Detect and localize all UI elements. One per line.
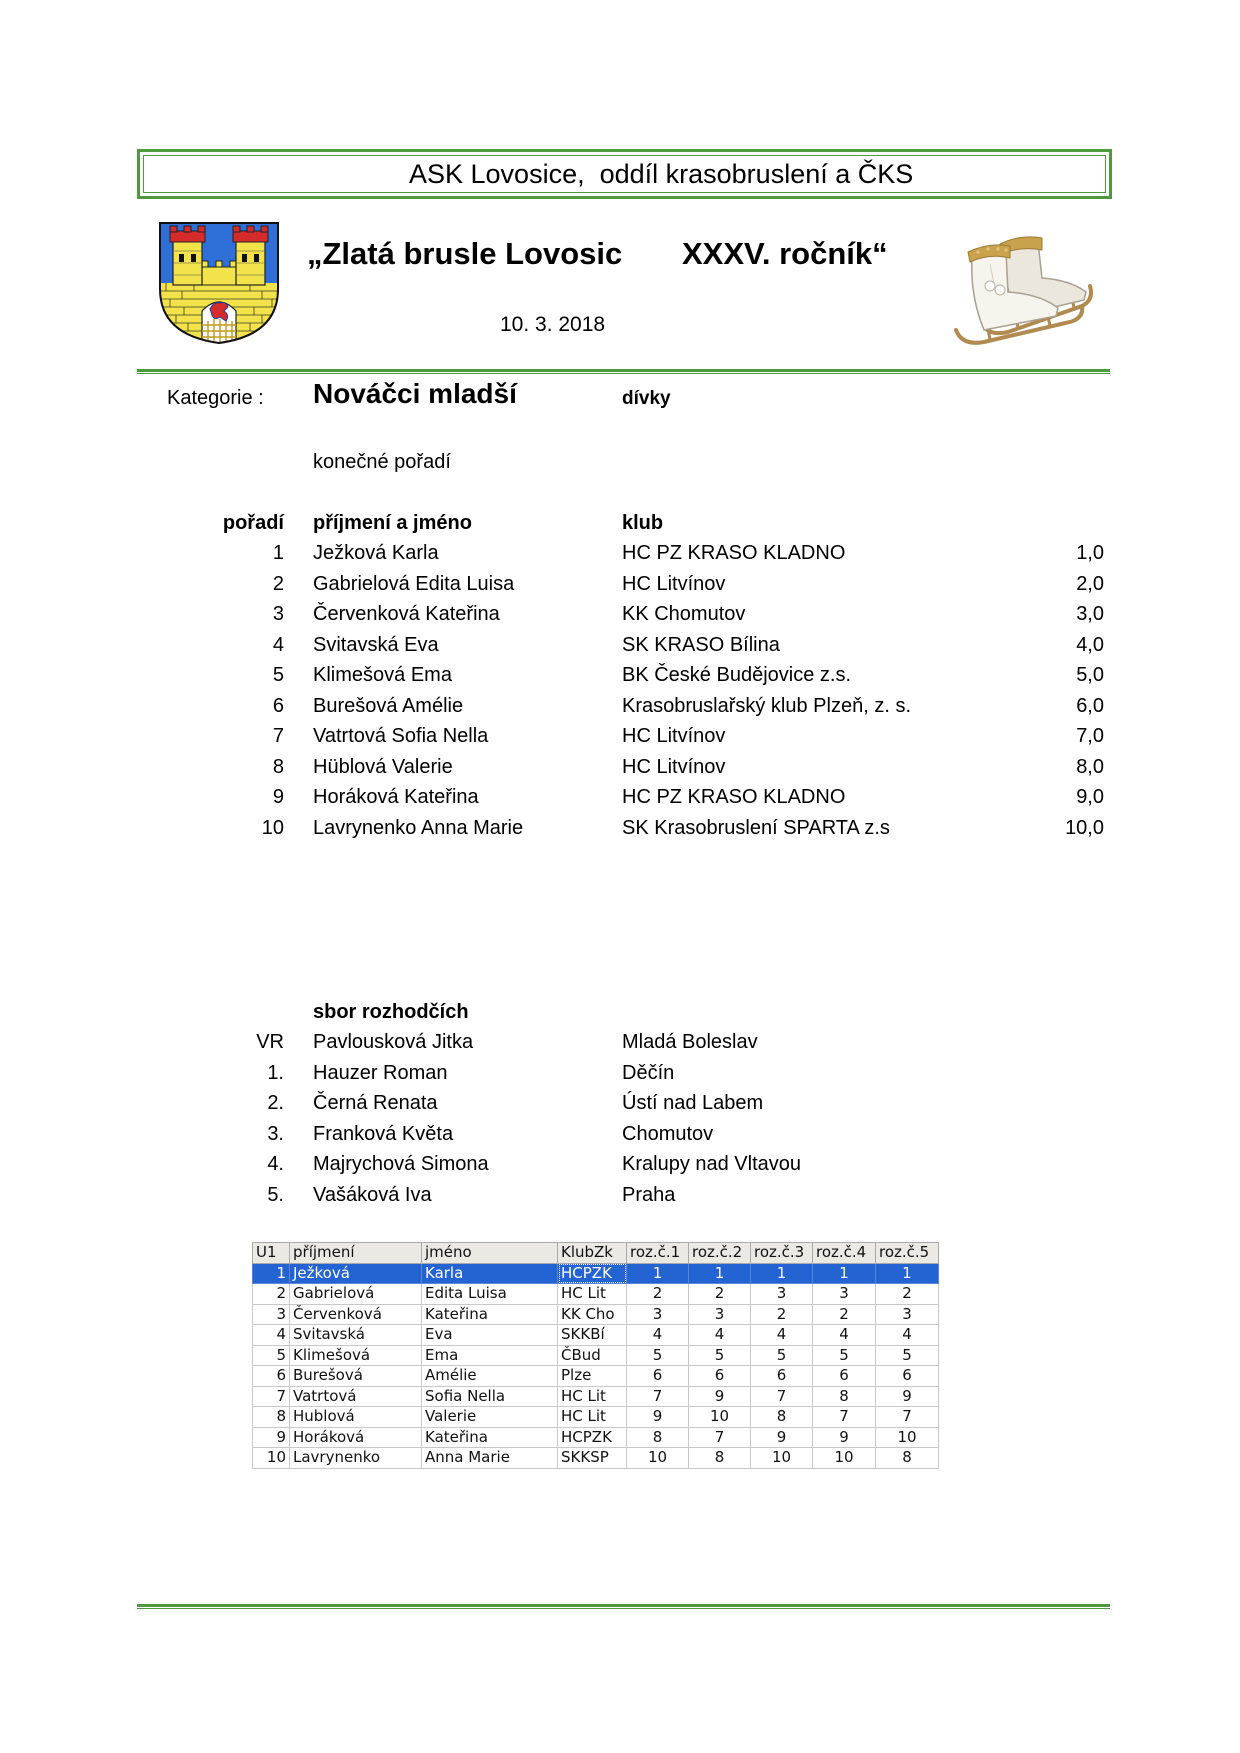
- category-label: Kategorie :: [167, 387, 264, 409]
- judge-role: 5.: [267, 1183, 284, 1206]
- column-header: U1: [253, 1243, 290, 1264]
- table-cell: Sofia Nella: [422, 1386, 558, 1407]
- table-cell: 1: [627, 1263, 689, 1284]
- judge-name: Černá Renata: [313, 1092, 438, 1114]
- column-header: jméno: [422, 1243, 558, 1264]
- result-club: HC Litvínov: [622, 572, 726, 595]
- table-cell: 2: [689, 1284, 751, 1305]
- table-cell: 1: [813, 1263, 876, 1284]
- result-club: HC Litvínov: [622, 755, 726, 778]
- table-row: [253, 1284, 939, 1305]
- result-club: KK Chomutov: [622, 603, 746, 625]
- result-name: Lavrynenko Anna Marie: [313, 816, 524, 839]
- judge-row: [0, 1180, 1240, 1211]
- result-row: [0, 660, 1240, 691]
- result-club: HC PZ KRASO KLADNO: [622, 786, 846, 808]
- separator-line-bottom: [137, 1604, 1110, 1609]
- table-row: [253, 1386, 939, 1407]
- category-name: Nováčci mladší: [313, 378, 517, 409]
- result-score: 5,0: [1076, 664, 1104, 686]
- table-cell: 9: [813, 1427, 876, 1448]
- column-header: roz.č.4: [813, 1243, 876, 1264]
- judge-name: Majrychová Simona: [313, 1153, 489, 1175]
- result-rank: 8: [272, 755, 284, 778]
- result-name: Červenková Kateřina: [313, 603, 500, 625]
- result-rank: 7: [272, 725, 284, 747]
- result-club: SK Krasobruslení SPARTA z.s: [622, 816, 890, 839]
- table-cell: Plze: [558, 1366, 627, 1387]
- judge-row: [0, 1119, 1240, 1150]
- table-cell: 1: [751, 1263, 813, 1284]
- result-rank: 9: [272, 786, 284, 808]
- table-cell: 10: [689, 1407, 751, 1428]
- table-cell: HC Lit: [558, 1386, 627, 1407]
- judge-city: Kralupy nad Vltavou: [622, 1153, 802, 1175]
- result-name: Horáková Kateřina: [313, 786, 479, 808]
- table-cell: HCPZK: [558, 1427, 627, 1448]
- table-cell: 3: [253, 1304, 290, 1325]
- table-cell: 4: [627, 1325, 689, 1346]
- result-row: [0, 691, 1240, 722]
- table-cell: Vatrtová: [290, 1386, 422, 1407]
- header-rank: pořadí: [222, 512, 284, 534]
- ice-skates-icon: [944, 222, 1094, 352]
- table-cell: 2: [876, 1284, 939, 1305]
- result-score: 9,0: [1076, 786, 1104, 808]
- table-cell: 4: [253, 1325, 290, 1346]
- judge-role: 3.: [267, 1122, 284, 1145]
- result-rank: 10: [261, 816, 284, 839]
- header-name: příjmení a jméno: [313, 512, 472, 534]
- judge-role: VR: [256, 1031, 284, 1053]
- judge-role: 2.: [267, 1092, 284, 1114]
- judge-name: Vašáková Iva: [313, 1183, 432, 1206]
- table-cell: 9: [689, 1386, 751, 1407]
- table-cell: 9: [253, 1427, 290, 1448]
- result-club: HC Litvínov: [622, 725, 726, 747]
- table-cell: 1: [689, 1263, 751, 1284]
- table-cell: 8: [689, 1448, 751, 1469]
- table-cell: Gabrielová: [290, 1284, 422, 1305]
- results-list: [0, 538, 1240, 844]
- table-cell: 4: [813, 1325, 876, 1346]
- column-header: roz.č.1: [627, 1243, 689, 1264]
- table-cell: 3: [689, 1304, 751, 1325]
- org-title-frame: [137, 149, 1112, 199]
- result-score: 4,0: [1076, 633, 1104, 656]
- table-row: [253, 1304, 939, 1325]
- table-cell: 3: [751, 1284, 813, 1305]
- result-club: Krasobruslařský klub Plzeň, z. s.: [622, 694, 911, 717]
- column-header: roz.č.2: [689, 1243, 751, 1264]
- event-title: „Zlatá brusle Lovosic: [307, 236, 623, 271]
- result-name: Gabrielová Edita Luisa: [313, 572, 515, 595]
- judge-city: Děčín: [622, 1061, 675, 1084]
- result-name: Ježková Karla: [313, 542, 439, 564]
- org-title-inner-frame: [143, 155, 1106, 193]
- table-cell: 6: [689, 1366, 751, 1387]
- table-row: [253, 1448, 939, 1469]
- result-club: HC PZ KRASO KLADNO: [622, 542, 846, 564]
- table-cell: Kateřina: [422, 1427, 558, 1448]
- result-row: [0, 752, 1240, 783]
- category-gender: dívky: [622, 388, 671, 409]
- table-cell: SKKBí: [558, 1325, 627, 1346]
- table-cell: 7: [813, 1407, 876, 1428]
- table-cell: 8: [876, 1448, 939, 1469]
- table-cell: 8: [751, 1407, 813, 1428]
- column-header: roz.č.5: [876, 1243, 939, 1264]
- judge-role: 1.: [267, 1061, 284, 1084]
- separator-line-top: [137, 369, 1110, 374]
- table-cell: 6: [876, 1366, 939, 1387]
- result-row: [0, 782, 1240, 813]
- table-cell: 7: [627, 1386, 689, 1407]
- table-cell: 7: [689, 1427, 751, 1448]
- scores-body: [253, 1263, 939, 1468]
- table-row: [253, 1325, 939, 1346]
- result-row: [0, 721, 1240, 752]
- scores-grid: [252, 1242, 938, 1469]
- table-cell: Amélie: [422, 1366, 558, 1387]
- column-header: příjmení: [290, 1243, 422, 1264]
- result-rank: 6: [272, 694, 284, 717]
- table-cell: 8: [813, 1386, 876, 1407]
- result-row: [0, 813, 1240, 844]
- event-edition: XXXV. ročník“: [682, 236, 888, 271]
- column-header: roz.č.3: [751, 1243, 813, 1264]
- table-cell: 10: [253, 1448, 290, 1469]
- table-cell: Kateřina: [422, 1304, 558, 1325]
- table-cell: KK Cho: [558, 1304, 627, 1325]
- judge-city: Praha: [622, 1183, 676, 1206]
- result-row: [0, 538, 1240, 569]
- table-cell: HC Lit: [558, 1407, 627, 1428]
- result-rank: 5: [272, 664, 284, 686]
- result-name: Burešová Amélie: [313, 694, 464, 717]
- result-score: 2,0: [1076, 572, 1104, 595]
- result-rank: 3: [272, 603, 284, 625]
- table-cell: Burešová: [290, 1366, 422, 1387]
- result-rank: 1: [272, 542, 284, 564]
- result-rank: 2: [272, 572, 284, 595]
- table-cell: 4: [751, 1325, 813, 1346]
- table-cell: 5: [876, 1345, 939, 1366]
- table-cell: 9: [876, 1386, 939, 1407]
- judge-city: Chomutov: [622, 1122, 714, 1145]
- result-name: Svitavská Eva: [313, 633, 439, 656]
- table-cell: 7: [253, 1386, 290, 1407]
- table-cell: 9: [751, 1427, 813, 1448]
- table-cell: ČBud: [558, 1345, 627, 1366]
- result-score: 6,0: [1076, 694, 1104, 717]
- table-cell: 6: [751, 1366, 813, 1387]
- coat-of-arms-icon: [154, 217, 284, 347]
- table-cell: Ježková: [290, 1263, 422, 1284]
- table-cell: 5: [689, 1345, 751, 1366]
- result-club: SK KRASO Bílina: [622, 633, 780, 656]
- table-cell: Horáková: [290, 1427, 422, 1448]
- judge-name: Pavlousková Jitka: [313, 1031, 474, 1053]
- column-header: KlubZk: [558, 1243, 627, 1264]
- table-cell: 6: [813, 1366, 876, 1387]
- table-cell: 2: [253, 1284, 290, 1305]
- table-cell: 8: [627, 1427, 689, 1448]
- table-cell: 1: [253, 1263, 290, 1284]
- scores-table: [252, 1242, 939, 1469]
- table-cell: Svitavská: [290, 1325, 422, 1346]
- result-club: BK České Budějovice z.s.: [622, 664, 851, 686]
- org-title: ASK Lovosice, oddíl krasobruslení a ČKS: [409, 159, 914, 189]
- table-row: [253, 1345, 939, 1366]
- table-cell: Karla: [422, 1263, 558, 1284]
- table-cell: 3: [813, 1284, 876, 1305]
- table-cell: 2: [813, 1304, 876, 1325]
- table-cell: HC Lit: [558, 1284, 627, 1305]
- table-cell: SKKSP: [558, 1448, 627, 1469]
- table-cell: 10: [813, 1448, 876, 1469]
- table-cell: Červenková: [290, 1304, 422, 1325]
- table-cell: 5: [627, 1345, 689, 1366]
- table-cell: Hublová: [290, 1407, 422, 1428]
- judge-city: Mladá Boleslav: [622, 1031, 758, 1053]
- table-cell: 2: [627, 1284, 689, 1305]
- table-cell: 1: [876, 1263, 939, 1284]
- results-header-row: [0, 508, 1240, 539]
- table-row: [253, 1407, 939, 1428]
- table-cell: 8: [253, 1407, 290, 1428]
- table-cell: 3: [627, 1304, 689, 1325]
- table-cell: Lavrynenko: [290, 1448, 422, 1469]
- table-cell: 7: [751, 1386, 813, 1407]
- results-subtitle: konečné pořadí: [313, 451, 451, 473]
- table-cell: 5: [813, 1345, 876, 1366]
- table-cell: 4: [876, 1325, 939, 1346]
- table-cell: 5: [253, 1345, 290, 1366]
- table-cell: Edita Luisa: [422, 1284, 558, 1305]
- judges-list: [0, 1027, 1240, 1211]
- result-name: Hüblová Valerie: [313, 755, 453, 778]
- table-cell: 2: [751, 1304, 813, 1325]
- table-row: [253, 1366, 939, 1387]
- result-row: [0, 599, 1240, 630]
- table-cell: 4: [689, 1325, 751, 1346]
- event-date: 10. 3. 2018: [500, 313, 606, 336]
- table-cell: Eva: [422, 1325, 558, 1346]
- table-cell: Klimešová: [290, 1345, 422, 1366]
- result-score: 3,0: [1076, 603, 1104, 625]
- judge-name: Hauzer Roman: [313, 1061, 448, 1084]
- judge-row: [0, 1058, 1240, 1089]
- table-cell: 5: [751, 1345, 813, 1366]
- judge-row: [0, 1027, 1240, 1058]
- table-cell: 10: [627, 1448, 689, 1469]
- table-cell: 6: [627, 1366, 689, 1387]
- judge-row: [0, 1149, 1240, 1180]
- table-cell: 10: [876, 1427, 939, 1448]
- table-cell: 9: [627, 1407, 689, 1428]
- table-row: [253, 1427, 939, 1448]
- result-rank: 4: [272, 633, 284, 656]
- table-row: [253, 1263, 939, 1284]
- result-row: [0, 630, 1240, 661]
- header-club: klub: [622, 512, 664, 534]
- table-cell: HCPZK: [558, 1263, 627, 1284]
- judges-title-row: [0, 997, 1240, 1028]
- scores-header-row: [253, 1243, 939, 1264]
- result-row: [0, 569, 1240, 600]
- table-cell: 6: [253, 1366, 290, 1387]
- table-cell: Anna Marie: [422, 1448, 558, 1469]
- table-cell: 3: [876, 1304, 939, 1325]
- result-name: Klimešová Ema: [313, 664, 452, 686]
- table-cell: Valerie: [422, 1407, 558, 1428]
- table-cell: 10: [751, 1448, 813, 1469]
- judge-city: Ústí nad Labem: [622, 1092, 764, 1114]
- result-score: 10,0: [1065, 816, 1104, 839]
- judge-role: 4.: [267, 1153, 284, 1175]
- result-score: 1,0: [1076, 542, 1104, 564]
- judge-name: Franková Květa: [313, 1122, 454, 1145]
- judge-row: [0, 1088, 1240, 1119]
- table-cell: Ema: [422, 1345, 558, 1366]
- result-score: 7,0: [1076, 725, 1104, 747]
- table-cell: 7: [876, 1407, 939, 1428]
- result-name: Vatrtová Sofia Nella: [313, 725, 489, 747]
- judges-title: sbor rozhodčích: [313, 1001, 469, 1023]
- result-score: 8,0: [1076, 755, 1104, 778]
